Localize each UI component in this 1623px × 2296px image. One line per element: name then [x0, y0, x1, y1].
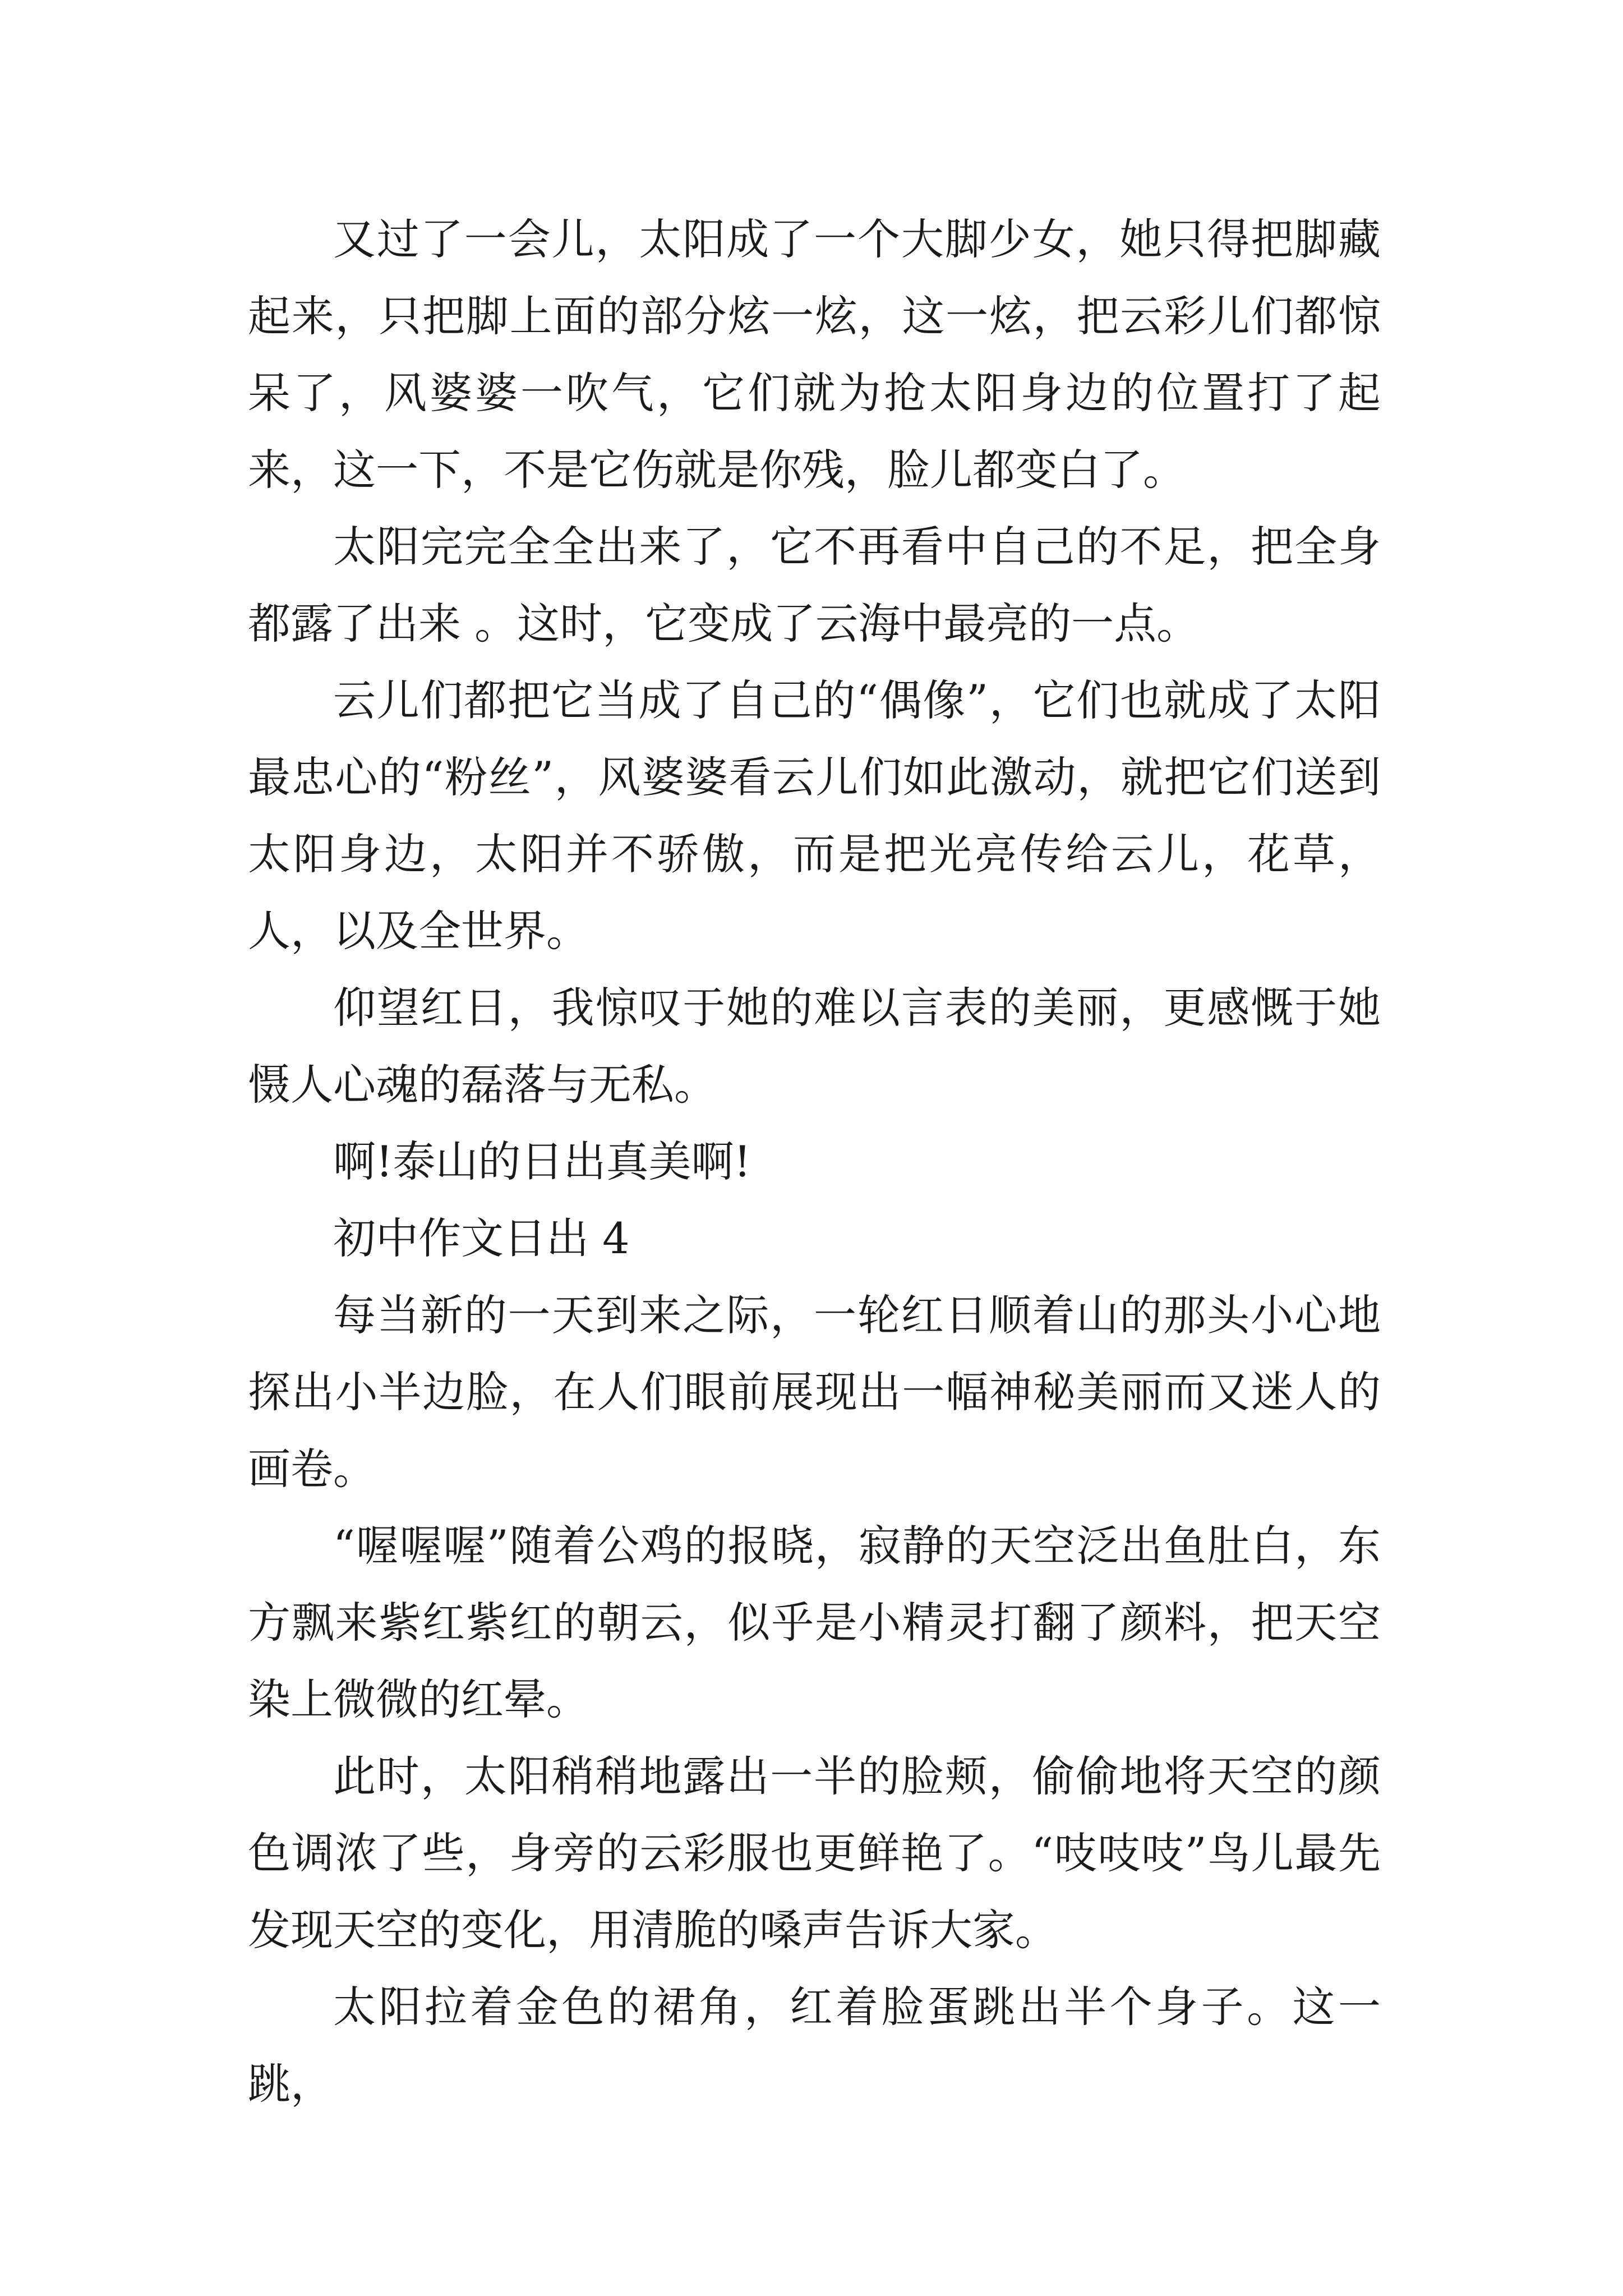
paragraph: 仰望红日，我惊叹于她的难以言表的美丽，更感慨于她慑人心魂的磊落与无私。 [248, 983, 1381, 1110]
paragraph: 此时，太阳稍稍地露出一半的脸颊，偷偷地将天空的颜色调浓了些，身旁的云彩服也更鲜艳了。“吱吱吱”鸟儿最先发现天空的变化，用清脆的嗓声告诉大家。 [248, 1751, 1381, 1955]
paragraph: 又过了一会儿，太阳成了一个大脚少女，她只得把脚藏起来，只把脚上面的部分炫一炫，这一炫，把云彩儿们都惊呆了，风婆婆一吹气，它们就为抢太阳身边的位置打了起来，这一下，不是它伤就是你残，脸儿都变白了。 [248, 214, 1381, 495]
paragraph: 每当新的一天到来之际，一轮红日顺着山的那头小心地探出小半边脸，在人们眼前展现出一幅神秘美丽而又迷人的画卷。 [248, 1290, 1381, 1494]
paragraph: 太阳完完全全出来了，它不再看中自己的不足，把全身都露了出来 。这时，它变成了云海中最亮的一点。 [248, 522, 1381, 648]
section-heading: 初中作文日出 4 [333, 1213, 630, 1263]
paragraph: 云儿们都把它当成了自己的“偶像”，它们也就成了太阳最忠心的“粉丝”，风婆婆看云儿们如此激动，就把它们送到太阳身边，太阳并不骄傲，而是把光亮传给云儿，花草，人，以及全世界。 [248, 675, 1381, 956]
paragraph: “喔喔喔”随着公鸡的报晓，寂静的天空泛出鱼肚白，东方飘来紫红紫红的朝云，似乎是小精灵打翻了颜料，把天空染上微微的红晕。 [248, 1521, 1381, 1724]
paragraph: 啊!泰山的日出真美啊! [333, 1137, 751, 1186]
document-body [248, 201, 1381, 2122]
paragraph: 太阳拉着金色的裙角，红着脸蛋跳出半个身子。这一跳， [248, 1982, 1381, 2109]
